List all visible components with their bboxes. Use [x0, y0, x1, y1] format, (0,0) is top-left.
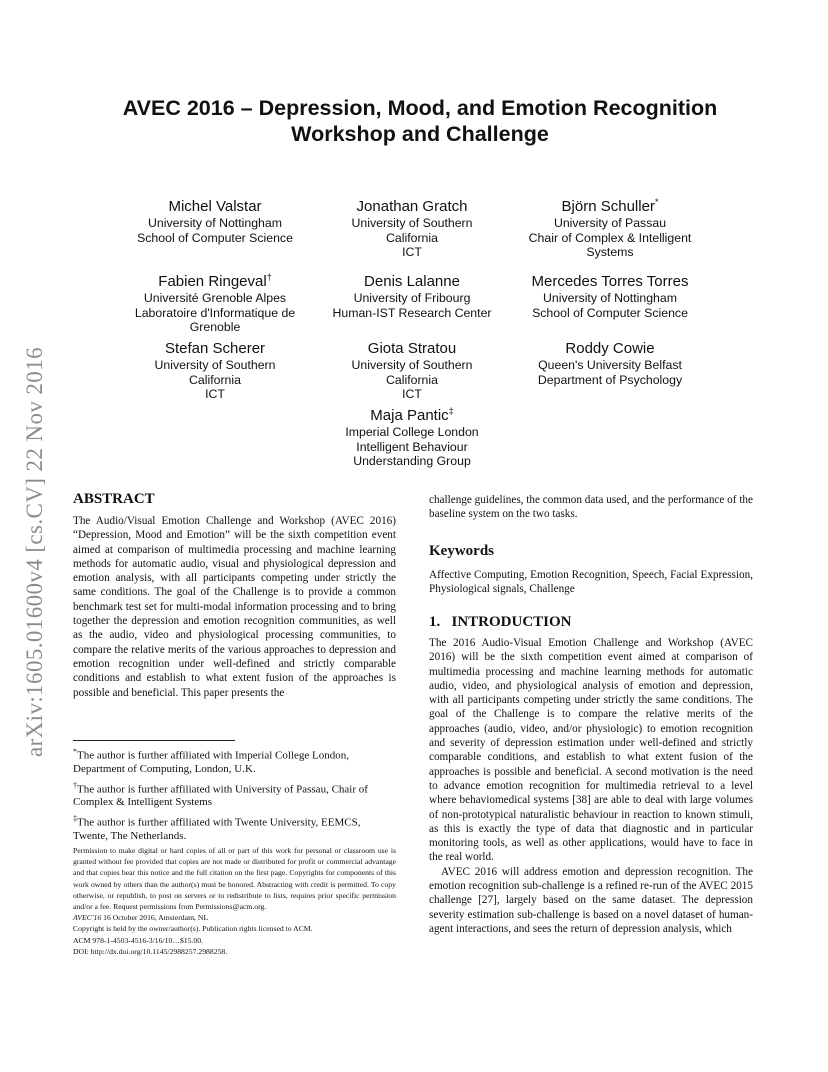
paragraph: AVEC 2016 will address emotion and depression recognition. The emotion recognition sub-challenge is a refined re-run of the AVEC 2015 challenge [27], largely based on the same dataset. The depression severity estimation sub-challenge is based on a novel dataset of human-agent interactions, and sees the return of depression analysis, which [429, 865, 753, 935]
author-block [302, 402, 522, 469]
author-name: Björn Schuller* [561, 197, 659, 215]
keywords-section [429, 542, 753, 597]
author-block [500, 268, 720, 320]
affiliation-line: Understanding Group [353, 454, 471, 468]
affiliation-line: University of Nottingham [148, 216, 282, 230]
author-block [302, 268, 522, 320]
affiliation-line: ICT [402, 245, 422, 259]
abstract-continuation-text: challenge guidelines, the common data used, and the performance of the baseline system on the two tasks. [429, 494, 753, 521]
author-block [500, 187, 720, 260]
affiliation-line: Department of Psychology [537, 372, 683, 387]
affiliation-line: Imperial College London [345, 425, 479, 439]
keywords-text: Affective Computing, Emotion Recognition, Speech, Facial Expression, Physiological signals, Challenge [429, 569, 753, 596]
footnote-rule [73, 740, 235, 741]
author-name: Mercedes Torres Torres [531, 273, 689, 290]
affiliation-line: California [386, 372, 438, 387]
author-name: Maja Pantic‡ [370, 406, 454, 424]
author-name: Giota Stratou [367, 340, 457, 357]
copyright-line: Copyright is held by the owner/author(s). Publication rights licensed to ACM. [73, 924, 313, 934]
abstract-text: The Audio/Visual Emotion Challenge and Workshop (AVEC 2016) “Depression, Mood and Emotion” will be the sixth competition event aimed at comparison of multimedia processing and machine learning methods for automatic audio, visual and physiological depression and emotion analysis, with all participants competing under strictly the same conditions. The goal of the Challenge is to provide a common benchmark test set for multi-modal information processing and to bring together the depression and emotion recognition communities, as well as the audio, video and physiological processing communities, to compare the relative merits of the various approaches to depression and emotion recognition under well-defined and strictly comparable conditions and establish to what extent fusion of the approaches is possible and beneficial. This paper presents the [73, 515, 396, 699]
introduction-section [429, 613, 753, 936]
introduction-text [429, 636, 753, 936]
author-name: Fabien Ringeval† [158, 272, 272, 290]
title-line-1: AVEC 2016 – Depression, Mood, and Emotion Recognition [122, 96, 718, 120]
footnote: †The author is further affiliated with University of Passau, Chair of Complex & Intelligent Systems [73, 780, 368, 809]
permission-notice [73, 845, 396, 957]
affiliation-line: School of Computer Science [532, 305, 688, 320]
title-line-2: Workshop and Challenge [291, 122, 549, 146]
affiliation-line: University of Fribourg [353, 291, 471, 305]
author-name: Michel Valstar [168, 198, 262, 215]
keywords-heading: Keywords [429, 543, 494, 559]
author-block [302, 335, 522, 402]
introduction-heading: 1. INTRODUCTION [429, 614, 572, 630]
affiliation-line: Laboratoire d'Informatique de [134, 305, 296, 320]
affiliation-line: University of Southern [351, 358, 473, 372]
author-name: Denis Lalanne [364, 273, 460, 290]
paper-title [60, 95, 780, 147]
affiliation-line: University of Passau [553, 216, 667, 230]
venue-line: AVEC'16 16 October 2016, Amsterdam, NL [73, 913, 209, 923]
author-block [302, 193, 522, 260]
affiliation-line: ICT [205, 387, 225, 401]
arxiv-stamp: arXiv:1605.01600v4 [cs.CV] 22 Nov 2016 [22, 347, 47, 757]
author-block [105, 335, 325, 402]
author-block [500, 335, 720, 387]
author-name: Jonathan Gratch [356, 198, 468, 215]
author-name: Stefan Scherer [164, 340, 266, 357]
affiliation-line: University of Southern [154, 358, 276, 372]
abstract-section [73, 490, 396, 700]
affiliation-line: Intelligent Behaviour [356, 439, 468, 454]
affiliation-line: Grenoble [189, 320, 241, 334]
affiliation-line: Human-IST Research Center [332, 305, 492, 320]
author-block [105, 268, 325, 335]
affiliation-line: Chair of Complex & Intelligent [528, 230, 692, 245]
footnotes [73, 745, 396, 846]
affiliation-line: California [386, 230, 438, 245]
affiliation-line: School of Computer Science [137, 230, 293, 245]
abstract-heading: ABSTRACT [73, 491, 155, 507]
author-block [105, 193, 325, 245]
footnote: *The author is further affiliated with Imperial College London, Department of Computing, London, U.K. [73, 747, 349, 775]
author-name: Roddy Cowie [565, 340, 655, 357]
affiliation-line: ICT [402, 387, 422, 401]
footnote: ‡The author is further affiliated with Twente University, EEMCS, Twente, The Netherlands. [73, 814, 361, 842]
permission-text: Permission to make digital or hard copies of all or part of this work for personal or classroom use is granted without fee provided that copies are not made or distributed for profit or commercial advantage and that copies bear this notice and the full citation on the first page. Copyrights for components of this work owned by others than the author(s) must be honored. Abstracting with credit is permitted. To copy otherwise, or republish, to post on servers or to redistribute to lists, requires prior specific permission and/or a fee. Request permissions from Permissions@acm.org. [73, 846, 396, 912]
affiliation-line: Systems [586, 245, 634, 259]
paragraph: The 2016 Audio-Visual Emotion Challenge and Workshop (AVEC 2016) will be the sixth competition event aimed at comparison of multimedia processing and machine learning methods for automatic audio, video, and physiological analysis of emotion and depression, with all participants competing under strictly the same conditions. The goal of the Challenge is to compare the relative merits of the approaches (audio, video, and/or physiologic) to emotion recognition and severity of depression estimation under well-defined and strictly comparable conditions, and establish to what extent fusion of the approaches is possible and beneficial. A second motivation is the need to advance emotion recognition for multimedia retrieval to a level where behaviomedical systems [38] are able to deal with large volumes of non-prototypical naturalistic behaviour in reaction to known stimuli, as this is exactly the type of data that diagnostic and in particular monitoring tools, as well as other applications, would have to face in the real world. [429, 637, 753, 864]
affiliation-line: Queen's University Belfast [538, 358, 682, 372]
doi-line: DOI: http://dx.doi.org/10.1145/2988257.2988258. [73, 946, 228, 956]
affiliation-line: University of Nottingham [543, 291, 677, 305]
abstract-continuation [429, 493, 753, 522]
affiliation-line: California [189, 372, 241, 387]
affiliation-line: Université Grenoble Alpes [143, 291, 287, 305]
affiliation-line: University of Southern [351, 216, 473, 230]
isbn-line: ACM 978-1-4503-4516-3/16/10…$15.00. [73, 935, 204, 945]
